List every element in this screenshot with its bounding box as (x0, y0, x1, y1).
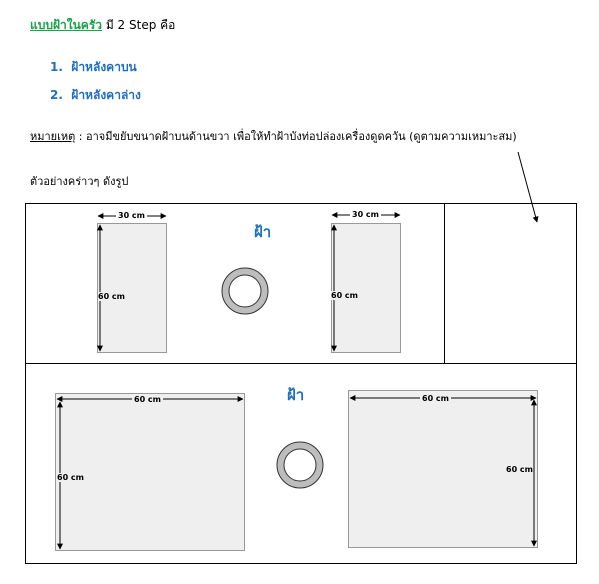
dim-label-height: 60 cm (98, 292, 125, 301)
fa-label-upper: ฝ้า (254, 223, 272, 241)
upper-vent-ring (222, 268, 268, 314)
example-text: ตัวอย่างคร่าวๆ ดังรูป (30, 175, 129, 188)
note-label: หมายเหตุ (30, 130, 76, 143)
list-number: 2. (50, 88, 63, 102)
list-number: 1. (50, 60, 63, 74)
dim-label-width: 60 cm (134, 395, 161, 404)
fa-label-lower: ฝ้า (287, 386, 305, 404)
note-text: : อาจมีขยับขนาดฝ้าบนด้านขวา เพื่อให้ทำฝ้าบังท่อปล่องเครื่องดูดควัน (ดูตามความเหมาะสม) (75, 130, 517, 143)
dim-label-width: 30 cm (352, 210, 379, 219)
list-label: ฝ้าหลังคาบน (71, 60, 137, 74)
lower-vent-ring (277, 442, 323, 488)
title-link[interactable]: แบบฝ้าในครัว (30, 18, 103, 32)
dim-label-height: 60 cm (506, 465, 533, 474)
dim-label-width: 60 cm (422, 394, 449, 403)
dim-label-height: 60 cm (331, 291, 358, 300)
dim-label-width: 30 cm (118, 211, 145, 220)
dim-label-height: 60 cm (57, 473, 84, 482)
list-label: ฝ้าหลังคาล่าง (71, 88, 141, 102)
note-arrow (518, 152, 537, 222)
title-rest: มี 2 Step คือ (102, 18, 176, 32)
